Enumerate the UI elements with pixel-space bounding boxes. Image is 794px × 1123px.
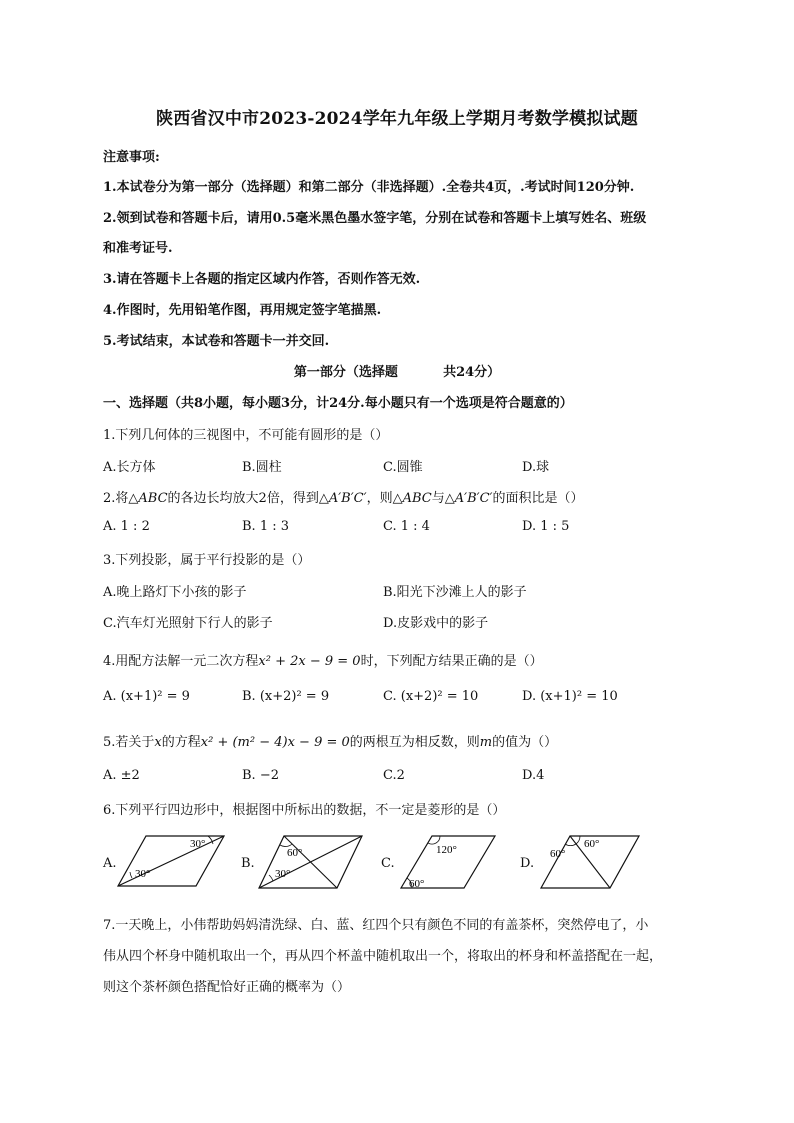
angle-label-b2: 30° xyxy=(275,868,291,880)
diagonal-a xyxy=(118,836,224,886)
q6-option-a-label: A. xyxy=(103,856,117,871)
notice-item-2: 2.领到试卷和答题卡后，请用0.5毫米黑色墨水签字笔，分别在试卷和答题卡上填写姓名、班级 xyxy=(103,211,647,226)
q6-figure-b xyxy=(256,832,366,892)
q2-option-d: D. 1 : 5 xyxy=(522,519,570,534)
q2-triangle-abc-2: △ABC xyxy=(392,491,432,506)
q6-option-b-label: B. xyxy=(241,856,255,871)
q2-triangle-abc: △ABC xyxy=(128,491,168,506)
angle-label-b1: 60° xyxy=(287,847,303,859)
q3-stem: 3.下列投影，属于平行投影的是（） xyxy=(103,553,311,568)
q4-stem xyxy=(103,650,543,669)
notice-item-1: 1.本试卷分为第一部分（选择题）和第二部分（非选择题）.全卷共4页，.考试时间120分钟. xyxy=(103,180,635,195)
angle-arc-a2 xyxy=(130,872,132,878)
q6-option-d-label: D. xyxy=(520,856,535,871)
q5-option-d: D.4 xyxy=(522,768,545,783)
q4-option-b: B. (x+2)² = 9 xyxy=(242,689,330,704)
q1-option-d: D.球 xyxy=(522,460,550,475)
angle-arc-d2 xyxy=(576,836,580,844)
q4-stem-suffix: 时，下列配方结果正确的是（） xyxy=(360,654,543,669)
q4-option-d: D. (x+1)² = 10 xyxy=(522,689,618,704)
notice-item-2-cont: 和准考证号. xyxy=(103,241,173,256)
q4-equation: x² + 2x − 9 = 0 xyxy=(258,654,361,669)
q3-option-c: C.汽车灯光照射下行人的影子 xyxy=(103,616,273,631)
q2-stem-prefix: 2.将 xyxy=(103,491,129,506)
q2-stem-mid3: 与 xyxy=(431,491,445,506)
q1-option-c: C.圆锥 xyxy=(383,460,423,475)
q2-stem xyxy=(103,487,584,506)
q6-figure-a xyxy=(114,832,229,890)
parallelogram-b-svg xyxy=(256,832,366,892)
q5-stem-prefix: 5.若关于 xyxy=(103,735,155,750)
q5-stem-suffix: 的值为（） xyxy=(492,735,558,750)
q7-stem-line-3: 则这个茶杯颜色搭配恰好正确的概率为（） xyxy=(103,980,351,995)
q7-stem-line-1: 7.一天晚上，小伟帮助妈妈清洗绿、白、蓝、红四个只有颜色不同的有盖茶杯，突然停电了，小 xyxy=(103,918,649,933)
angle-label-c1: 120° xyxy=(436,844,457,856)
q4-option-a: A. (x+1)² = 9 xyxy=(103,689,190,704)
part1-heading: 第一部分（选择题 共24分） xyxy=(293,365,501,380)
q5-option-b: B. −2 xyxy=(242,768,279,783)
q4-option-c: C. (x+2)² = 10 xyxy=(383,689,479,704)
q2-stem-mid1: 的各边长均放大2倍，得到 xyxy=(167,491,319,506)
q3-option-a: A.晚上路灯下小孩的影子 xyxy=(103,585,247,600)
q5-stem-mid2: 的两根互为相反数，则 xyxy=(349,735,480,750)
parallelogram-c-svg xyxy=(398,832,498,892)
q5-var-m: m xyxy=(479,735,493,750)
q3-option-d: D.皮影戏中的影子 xyxy=(383,616,489,631)
q1-option-b: B.圆柱 xyxy=(242,460,282,475)
q5-equation: x² + (m² − 4)x − 9 = 0 xyxy=(200,735,350,750)
q1-stem: 1.下列几何体的三视图中，不可能有圆形的是（） xyxy=(103,428,389,443)
notice-item-3: 3.请在答题卡上各题的指定区域内作答，否则作答无效. xyxy=(103,272,421,287)
parallelogram-d-svg xyxy=(538,832,642,892)
angle-label-d1: 60° xyxy=(550,848,566,860)
q2-option-b: B. 1 : 3 xyxy=(242,519,290,534)
angle-label-a2: 30° xyxy=(135,868,151,880)
angle-label-d2: 60° xyxy=(584,838,600,850)
q4-stem-prefix: 4.用配方法解一元二次方程 xyxy=(103,654,259,669)
parallelogram-a-svg xyxy=(114,832,229,890)
notice-heading: 注意事项: xyxy=(103,150,160,165)
q2-stem-mid2: ，则 xyxy=(366,491,393,506)
q5-stem xyxy=(103,731,557,750)
q6-option-c-label: C. xyxy=(381,856,395,871)
angle-arc-b2 xyxy=(269,875,273,881)
q5-stem-mid: 的方程 xyxy=(161,735,201,750)
q2-triangle-abc-prime: △A′B′C′ xyxy=(318,491,367,506)
q6-figure-c xyxy=(398,832,498,892)
notice-item-5: 5.考试结束，本试卷和答题卡一并交回. xyxy=(103,334,330,349)
angle-label-c2: 60° xyxy=(409,878,425,890)
q5-option-a: A. ±2 xyxy=(103,768,140,783)
q2-option-a: A. 1 : 2 xyxy=(103,519,150,534)
q2-stem-suffix: 的面积比是（） xyxy=(492,491,584,506)
diagonal-b2 xyxy=(284,836,337,888)
angle-label-a1: 30° xyxy=(190,838,206,850)
notice-item-4: 4.作图时，先用铅笔作图，再用规定签字笔描黑. xyxy=(103,303,382,318)
section-heading: 一、选择题（共8小题，每小题3分，计24分.每小题只有一个选项是符合题意的） xyxy=(103,396,573,411)
q2-triangle-abc-prime-2: △A′B′C′ xyxy=(444,491,493,506)
angle-arc-d1 xyxy=(565,844,576,846)
q5-var-x: x xyxy=(154,735,162,750)
q2-option-c: C. 1 : 4 xyxy=(383,519,430,534)
q6-stem: 6.下列平行四边形中，根据图中所标出的数据，不一定是菱形的是（） xyxy=(103,803,506,818)
q3-option-b: B.阳光下沙滩上人的影子 xyxy=(383,585,527,600)
q1-option-a: A.长方体 xyxy=(103,460,156,475)
page-title: 陕西省汉中市2023-2024学年九年级上学期月考数学模拟试题 xyxy=(156,109,638,129)
q6-figure-d xyxy=(538,832,642,892)
q5-option-c: C.2 xyxy=(383,768,405,783)
q7-stem-line-2: 伟从四个杯身中随机取出一个，再从四个杯盖中随机取出一个，将取出的杯身和杯盖搭配在一起， xyxy=(103,949,663,964)
